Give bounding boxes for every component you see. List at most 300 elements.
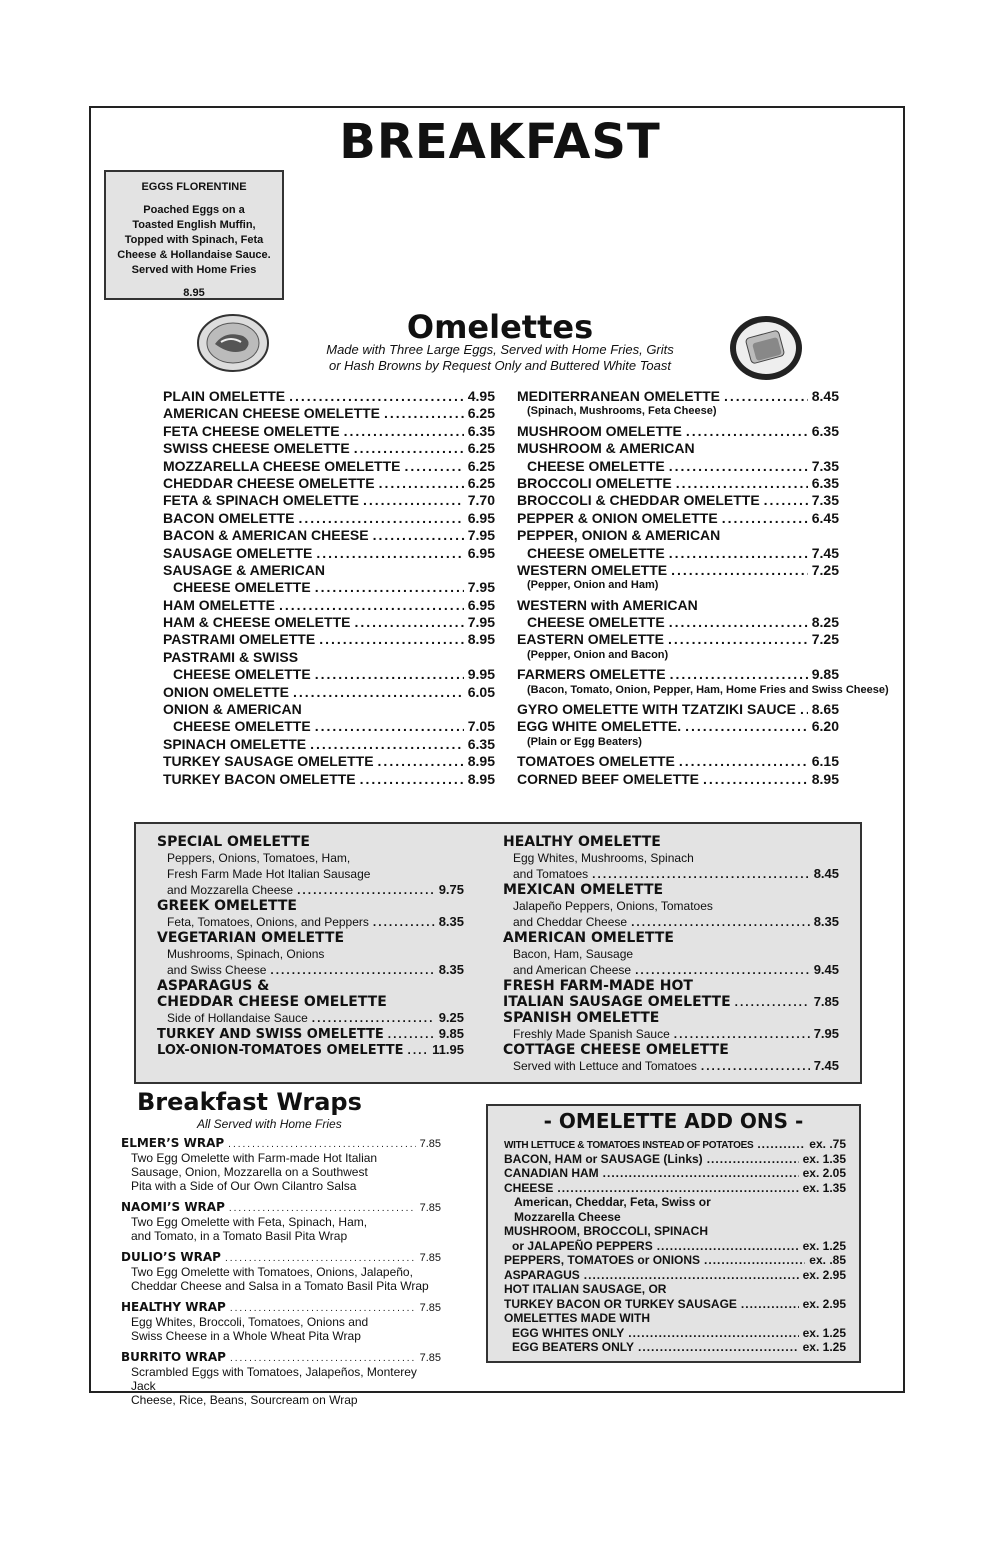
addon-item bbox=[504, 1166, 846, 1181]
special-heading: COTTAGE CHEESE OMELETTE bbox=[503, 1042, 729, 1058]
item-price: ex. .85 bbox=[809, 1253, 846, 1267]
item-name: (Plain or Egg Beaters) bbox=[527, 735, 642, 748]
item-name: Freshly Made Spanish Sauce bbox=[513, 1027, 670, 1041]
item-price: ex. 1.35 bbox=[802, 1180, 846, 1195]
item-name: HAM & CHEESE OMELETTE bbox=[163, 614, 351, 631]
dot-leader bbox=[408, 1043, 429, 1057]
dot-leader bbox=[310, 736, 464, 752]
wrap-header bbox=[121, 1200, 441, 1215]
item-name: CHEESE bbox=[504, 1180, 554, 1195]
dot-leader bbox=[384, 405, 464, 421]
dot-leader bbox=[669, 458, 808, 474]
menu-item bbox=[163, 405, 495, 422]
item-name: (Bacon, Tomato, Onion, Pepper, Ham, Home Fries and Swiss Cheese) bbox=[527, 683, 889, 696]
addon-item bbox=[504, 1239, 846, 1254]
item-price: 6.35 bbox=[467, 735, 495, 752]
dot-leader bbox=[701, 1059, 810, 1073]
special-heading: MEXICAN OMELETTE bbox=[503, 882, 664, 898]
florentine-desc-line: Toasted English Muffin, bbox=[132, 219, 256, 231]
subtitle-line: or Hash Browns by Request Only and Buttered White Toast bbox=[328, 358, 672, 373]
desc-line: Peppers, Onions, Tomatoes, Ham, bbox=[167, 851, 351, 865]
dot-leader bbox=[668, 631, 808, 647]
specials-left-column bbox=[157, 834, 464, 1058]
item-name: SWISS CHEESE OMELETTE bbox=[163, 440, 350, 457]
dot-leader bbox=[703, 771, 808, 787]
item-price: 7.45 bbox=[813, 1058, 839, 1073]
menu-item bbox=[517, 527, 839, 544]
item-price: 7.95 bbox=[813, 1026, 839, 1041]
florentine-desc-line: Poached Eggs on a bbox=[143, 204, 245, 216]
dot-leader bbox=[228, 1139, 415, 1150]
wrap-item bbox=[121, 1350, 441, 1407]
wrap-item bbox=[121, 1300, 441, 1343]
menu-item bbox=[517, 510, 839, 527]
desc-line: Egg Whites, Mushrooms, Spinach bbox=[513, 851, 694, 865]
item-name: HAM OMELETTE bbox=[163, 596, 275, 613]
desc-line: Jalapeño Peppers, Onions, Tomatoes bbox=[513, 899, 713, 913]
item-price: 7.85 bbox=[813, 994, 839, 1009]
desc-line: Bacon, Ham, Sausage bbox=[513, 947, 634, 961]
florentine-name: EGGS FLORENTINE bbox=[141, 181, 247, 193]
dot-leader bbox=[557, 1181, 798, 1195]
special-item bbox=[157, 914, 464, 930]
item-price: 8.45 bbox=[811, 388, 839, 404]
wrap-header bbox=[121, 1350, 441, 1365]
addon-item bbox=[504, 1181, 846, 1196]
item-name: FETA CHEESE OMELETTE bbox=[163, 422, 340, 439]
dot-leader bbox=[225, 1253, 416, 1264]
item-name: PEPPERS, TOMATOES or ONIONS bbox=[504, 1253, 701, 1267]
item-name: ASPARAGUS bbox=[504, 1267, 580, 1282]
desc-line: Fresh Farm Made Hot Italian Sausage bbox=[167, 867, 371, 881]
dot-leader bbox=[354, 440, 464, 456]
menu-item bbox=[163, 458, 495, 475]
florentine-price: 8.95 bbox=[183, 287, 205, 299]
item-name: CHEDDAR CHEESE OMELETTE bbox=[163, 474, 375, 491]
item-name: ELMER’S WRAP bbox=[121, 1136, 225, 1150]
item-note bbox=[517, 579, 839, 596]
dot-leader bbox=[757, 1137, 805, 1151]
desc-line: Two Egg Omelette with Farm-made Hot Italian bbox=[131, 1151, 378, 1165]
item-price: 6.25 bbox=[467, 440, 495, 457]
desc-line: Sausage, Onion, Mozzarella on a Southwest bbox=[131, 1165, 368, 1179]
item-price: 7.85 bbox=[419, 1352, 441, 1364]
item-name: and Mozzarella Cheese bbox=[167, 883, 294, 897]
dot-leader bbox=[316, 545, 463, 561]
addon-text: MUSHROOM, BROCCOLI, SPINACH bbox=[504, 1224, 708, 1238]
dot-leader bbox=[297, 883, 435, 897]
item-name: FARMERS OMELETTE bbox=[517, 666, 666, 683]
item-price: 8.95 bbox=[467, 631, 495, 648]
item-name: CHEESE OMELETTE bbox=[173, 579, 311, 596]
menu-item bbox=[163, 649, 495, 666]
dot-leader bbox=[685, 718, 808, 734]
item-price: 9.45 bbox=[813, 962, 839, 977]
dot-leader bbox=[676, 475, 808, 491]
menu-item bbox=[163, 440, 495, 457]
special-heading: VEGETARIAN OMELETTE bbox=[157, 930, 345, 946]
item-name: WESTERN with AMERICAN bbox=[517, 596, 698, 613]
dot-leader bbox=[764, 492, 808, 508]
item-name: and Cheddar Cheese bbox=[513, 915, 628, 929]
page-title: BREAKFAST bbox=[339, 114, 661, 170]
item-price: 7.95 bbox=[467, 579, 495, 596]
item-price: 6.35 bbox=[467, 422, 495, 439]
item-name: or JALAPEÑO PEPPERS bbox=[512, 1238, 653, 1253]
dot-leader bbox=[315, 718, 464, 734]
wraps-list bbox=[121, 1136, 441, 1414]
florentine-desc-line: Topped with Spinach, Feta bbox=[124, 234, 264, 246]
item-name: PASTRAMI & SWISS bbox=[163, 648, 299, 665]
dot-leader bbox=[319, 631, 464, 647]
subtitle-line: Made with Three Large Eggs, Served with Home Fries, Grits bbox=[326, 342, 674, 357]
item-price: 9.25 bbox=[438, 1010, 464, 1025]
dot-leader bbox=[603, 1166, 799, 1180]
addon-item bbox=[504, 1340, 846, 1355]
item-price: 6.95 bbox=[467, 544, 495, 561]
desc-line: Two Egg Omelette with Tomatoes, Onions, Jalapeño, bbox=[131, 1265, 413, 1279]
wrap-item bbox=[121, 1250, 441, 1293]
eggs-florentine-box bbox=[104, 170, 284, 300]
special-heading: SPECIAL OMELETTE bbox=[157, 834, 310, 850]
item-name: SAUSAGE OMELETTE bbox=[163, 544, 313, 561]
item-price: 7.35 bbox=[811, 457, 839, 474]
item-name: CHEESE OMELETTE bbox=[527, 544, 665, 561]
item-price: 7.45 bbox=[811, 544, 839, 561]
item-price: 9.85 bbox=[438, 1026, 464, 1041]
item-price: 9.95 bbox=[467, 666, 495, 683]
menu-item bbox=[163, 562, 495, 579]
dot-leader bbox=[631, 915, 810, 929]
desc-line: Two Egg Omelette with Feta, Spinach, Ham, bbox=[131, 1215, 368, 1229]
dot-leader bbox=[724, 388, 808, 404]
item-price: 7.95 bbox=[467, 614, 495, 631]
dot-leader bbox=[373, 915, 435, 929]
item-name: NAOMI’S WRAP bbox=[121, 1200, 225, 1214]
dot-leader bbox=[707, 1152, 799, 1166]
dot-leader bbox=[298, 510, 463, 526]
item-price: 8.35 bbox=[438, 914, 464, 929]
item-name: ITALIAN SAUSAGE OMELETTE bbox=[503, 994, 731, 1010]
dot-leader bbox=[735, 995, 810, 1009]
dot-leader bbox=[354, 614, 463, 630]
item-name: PASTRAMI OMELETTE bbox=[163, 631, 316, 648]
wraps-subtitle: All Served with Home Fries bbox=[197, 1117, 342, 1131]
item-price: 6.45 bbox=[811, 509, 839, 526]
dot-leader bbox=[800, 701, 808, 717]
item-price: 8.35 bbox=[438, 962, 464, 977]
item-name: MOZZARELLA CHEESE OMELETTE bbox=[163, 457, 401, 474]
item-name: TURKEY BACON OMELETTE bbox=[163, 770, 356, 787]
item-name: (Pepper, Onion and Bacon) bbox=[527, 648, 669, 661]
wrap-header bbox=[121, 1300, 441, 1315]
item-price: 7.85 bbox=[419, 1202, 441, 1214]
item-price: 6.95 bbox=[467, 509, 495, 526]
special-item bbox=[503, 1026, 839, 1042]
menu-item bbox=[163, 614, 495, 631]
dot-leader bbox=[704, 1253, 805, 1267]
menu-item bbox=[163, 718, 495, 735]
desc-line: and Tomato, in a Tomato Basil Pita Wrap bbox=[131, 1229, 348, 1243]
special-item bbox=[157, 882, 464, 898]
item-name: (Pepper, Onion and Ham) bbox=[527, 579, 659, 592]
special-heading: SPANISH OMELETTE bbox=[503, 1010, 660, 1026]
item-name: CORNED BEEF OMELETTE bbox=[517, 770, 700, 787]
dot-leader bbox=[230, 1353, 416, 1364]
item-name: and Swiss Cheese bbox=[167, 963, 267, 977]
addon-item bbox=[504, 1326, 846, 1341]
item-name: AMERICAN CHEESE OMELETTE bbox=[163, 405, 381, 422]
dot-leader bbox=[360, 771, 464, 787]
item-price: 7.35 bbox=[811, 492, 839, 509]
item-price: 6.95 bbox=[467, 596, 495, 613]
item-name: and American Cheese bbox=[513, 963, 632, 977]
menu-item bbox=[517, 562, 839, 579]
item-price: 9.85 bbox=[811, 666, 839, 683]
dot-leader bbox=[289, 388, 464, 404]
menu-item bbox=[517, 440, 839, 457]
dot-leader bbox=[679, 753, 808, 769]
omelettes-right-column bbox=[517, 388, 889, 788]
item-price: ex. 1.35 bbox=[802, 1151, 846, 1166]
dot-leader bbox=[388, 1027, 435, 1041]
item-price: 7.25 bbox=[811, 631, 839, 648]
menu-item bbox=[163, 423, 495, 440]
item-name: CHEESE OMELETTE bbox=[527, 457, 665, 474]
item-price: 7.05 bbox=[467, 718, 495, 735]
item-name: TOMATOES OMELETTE bbox=[517, 753, 675, 770]
menu-item bbox=[163, 475, 495, 492]
item-name: HEALTHY WRAP bbox=[121, 1300, 226, 1314]
addon-item bbox=[504, 1137, 846, 1152]
item-name: EASTERN OMELETTE bbox=[517, 631, 665, 648]
item-name: CHEESE OMELETTE bbox=[173, 718, 311, 735]
item-name: TURKEY SAUSAGE OMELETTE bbox=[163, 753, 374, 770]
item-price: 6.05 bbox=[467, 683, 495, 700]
item-name: BACON OMELETTE bbox=[163, 509, 295, 526]
item-name: MUSHROOM & AMERICAN bbox=[517, 440, 695, 457]
dot-leader bbox=[638, 1340, 799, 1354]
dot-leader bbox=[379, 475, 464, 491]
special-heading: AMERICAN OMELETTE bbox=[503, 930, 674, 946]
menu-item bbox=[517, 753, 839, 770]
item-name: EGG WHITE OMELETTE. bbox=[517, 718, 682, 735]
addon-item bbox=[504, 1152, 846, 1167]
special-item bbox=[503, 866, 839, 882]
addon-text: OMELETTES MADE WITH bbox=[504, 1311, 650, 1325]
addon-text: Mozzarella Cheese bbox=[514, 1209, 621, 1224]
omelettes-left-column bbox=[163, 388, 495, 788]
item-price: 7.85 bbox=[419, 1252, 441, 1264]
item-note bbox=[517, 405, 839, 422]
menu-item bbox=[517, 701, 839, 718]
addon-item bbox=[504, 1297, 846, 1312]
wraps-title: Breakfast Wraps bbox=[137, 1088, 362, 1116]
special-heading: FRESH FARM-MADE HOT bbox=[503, 978, 693, 994]
item-name: SPINACH OMELETTE bbox=[163, 735, 307, 752]
menu-item bbox=[517, 718, 839, 735]
wrap-header bbox=[121, 1136, 441, 1151]
addon-item bbox=[504, 1253, 846, 1268]
item-price: 6.25 bbox=[467, 405, 495, 422]
dot-leader bbox=[279, 597, 464, 613]
menu-item bbox=[163, 701, 495, 718]
menu-item bbox=[163, 579, 495, 596]
addon-text: American, Cheddar, Feta, Swiss or bbox=[514, 1195, 711, 1209]
menu-item bbox=[163, 684, 495, 701]
dot-leader bbox=[293, 684, 464, 700]
item-name: CHEESE OMELETTE bbox=[527, 614, 665, 631]
special-heading: ASPARAGUS & bbox=[157, 978, 270, 994]
dot-leader bbox=[373, 527, 464, 543]
item-name: BURRITO WRAP bbox=[121, 1350, 226, 1364]
dot-leader bbox=[270, 963, 434, 977]
item-name: DULIO’S WRAP bbox=[121, 1250, 221, 1264]
item-name: Feta, Tomatoes, Onions, and Peppers bbox=[167, 915, 369, 929]
special-heading: GREEK OMELETTE bbox=[157, 898, 297, 914]
item-name: MEDITERRANEAN OMELETTE bbox=[517, 388, 720, 404]
menu-item bbox=[517, 475, 839, 492]
florentine-desc-line: Served with Home Fries bbox=[131, 264, 257, 276]
item-price: 9.75 bbox=[438, 882, 464, 897]
item-price: ex. 1.25 bbox=[802, 1238, 846, 1253]
menu-item bbox=[517, 666, 839, 683]
menu-item bbox=[517, 771, 839, 788]
menu-item bbox=[163, 527, 495, 544]
dot-leader bbox=[670, 666, 808, 682]
dot-leader bbox=[315, 666, 464, 682]
item-price: 6.25 bbox=[467, 457, 495, 474]
menu-item bbox=[517, 423, 839, 440]
addons-box bbox=[486, 1104, 861, 1363]
item-name: BACON, HAM or SAUSAGE (Links) bbox=[504, 1151, 703, 1166]
dot-leader bbox=[686, 423, 808, 439]
item-name: PLAIN OMELETTE bbox=[163, 388, 286, 404]
item-price: 8.45 bbox=[813, 866, 839, 881]
dot-leader bbox=[635, 963, 810, 977]
item-price: 6.15 bbox=[811, 753, 839, 770]
item-price: 7.85 bbox=[419, 1302, 441, 1314]
dot-leader bbox=[722, 510, 808, 526]
wrap-item bbox=[121, 1200, 441, 1243]
item-price: 7.95 bbox=[467, 527, 495, 544]
item-price: 11.95 bbox=[432, 1042, 464, 1057]
menu-item bbox=[163, 771, 495, 788]
menu-item bbox=[517, 545, 839, 562]
menu-item bbox=[517, 597, 839, 614]
item-price: 6.20 bbox=[811, 718, 839, 735]
item-name: and Tomatoes bbox=[513, 867, 589, 881]
item-name: (Spinach, Mushrooms, Feta Cheese) bbox=[527, 405, 717, 418]
item-name: MUSHROOM OMELETTE bbox=[517, 422, 682, 439]
item-price: 8.95 bbox=[811, 770, 839, 787]
addon-text: HOT ITALIAN SAUSAGE, OR bbox=[504, 1282, 667, 1296]
item-price: ex. .75 bbox=[809, 1137, 846, 1151]
item-name: EGG WHITES ONLY bbox=[512, 1325, 625, 1340]
item-name: WESTERN OMELETTE bbox=[517, 561, 668, 578]
menu-item bbox=[163, 492, 495, 509]
dot-leader bbox=[312, 1011, 435, 1025]
omelettes-subtitle bbox=[0, 342, 1000, 374]
item-name: LOX-ONION-TOMATOES OMELETTE bbox=[157, 1043, 404, 1058]
item-name: PEPPER, ONION & AMERICAN bbox=[517, 527, 721, 544]
special-item bbox=[503, 962, 839, 978]
dot-leader bbox=[669, 614, 808, 630]
wrap-header bbox=[121, 1250, 441, 1265]
item-price: 8.65 bbox=[811, 701, 839, 718]
addons-list bbox=[504, 1137, 846, 1355]
specials-right-column bbox=[503, 834, 839, 1074]
item-price: ex. 2.05 bbox=[802, 1166, 846, 1180]
dot-leader bbox=[584, 1268, 799, 1282]
desc-line: Mushrooms, Spinach, Onions bbox=[167, 947, 325, 961]
addon-item bbox=[504, 1268, 846, 1283]
dot-leader bbox=[229, 1203, 416, 1214]
item-price: 8.35 bbox=[813, 914, 839, 929]
item-name: CANADIAN HAM bbox=[504, 1166, 599, 1180]
item-name: FETA & SPINACH OMELETTE bbox=[163, 492, 359, 509]
menu-item bbox=[517, 614, 839, 631]
dot-leader bbox=[315, 579, 464, 595]
item-name: TURKEY AND SWISS OMELETTE bbox=[157, 1027, 384, 1042]
special-item bbox=[157, 1026, 464, 1042]
item-note bbox=[517, 736, 839, 753]
special-item bbox=[503, 1058, 839, 1074]
dot-leader bbox=[363, 492, 464, 508]
item-note bbox=[517, 649, 839, 666]
menu-item bbox=[517, 492, 839, 509]
menu-item bbox=[517, 388, 839, 405]
item-price: ex. 2.95 bbox=[802, 1296, 846, 1311]
special-item bbox=[503, 994, 839, 1010]
desc-line: Cheese, Rice, Beans, Sourcream on Wrap bbox=[131, 1393, 358, 1407]
dot-leader bbox=[674, 1027, 810, 1041]
item-name: WITH LETTUCE & TOMATOES INSTEAD OF POTATOES bbox=[504, 1140, 754, 1151]
item-price: ex. 2.95 bbox=[802, 1267, 846, 1282]
item-price: 7.70 bbox=[467, 492, 495, 509]
dot-leader bbox=[378, 753, 464, 769]
dot-leader bbox=[657, 1239, 799, 1253]
item-name: BROCCOLI OMELETTE bbox=[517, 474, 672, 491]
item-price: 6.25 bbox=[467, 474, 495, 491]
item-price: 4.95 bbox=[467, 388, 495, 404]
item-price: 7.25 bbox=[811, 561, 839, 578]
item-price: 8.95 bbox=[467, 770, 495, 787]
desc-line: Egg Whites, Broccoli, Tomatoes, Onions and bbox=[131, 1315, 369, 1329]
menu-item bbox=[163, 510, 495, 527]
item-name: ONION OMELETTE bbox=[163, 683, 289, 700]
item-price: ex. 1.25 bbox=[802, 1340, 846, 1354]
dot-leader bbox=[671, 562, 808, 578]
item-name: EGG BEATERS ONLY bbox=[512, 1340, 635, 1354]
dot-leader bbox=[592, 867, 810, 881]
desc-line: Swiss Cheese in a Whole Wheat Pita Wrap bbox=[131, 1329, 361, 1343]
item-name: BROCCOLI & CHEDDAR OMELETTE bbox=[517, 492, 760, 509]
omelettes-title: Omelettes bbox=[406, 308, 594, 346]
menu-item bbox=[163, 753, 495, 770]
menu-item bbox=[163, 388, 495, 405]
menu-item bbox=[163, 666, 495, 683]
item-name: CHEESE OMELETTE bbox=[173, 666, 311, 683]
wrap-item bbox=[121, 1136, 441, 1193]
item-price: 6.35 bbox=[811, 474, 839, 491]
menu-item bbox=[517, 631, 839, 648]
desc-line: Cheddar Cheese and Salsa in a Tomato Basil Pita Wrap bbox=[131, 1279, 429, 1293]
item-name: BACON & AMERICAN CHEESE bbox=[163, 527, 369, 544]
menu-item bbox=[163, 545, 495, 562]
desc-line: Scrambled Eggs with Tomatoes, Jalapeños, Monterey Jack bbox=[131, 1365, 417, 1393]
dot-leader bbox=[404, 458, 463, 474]
